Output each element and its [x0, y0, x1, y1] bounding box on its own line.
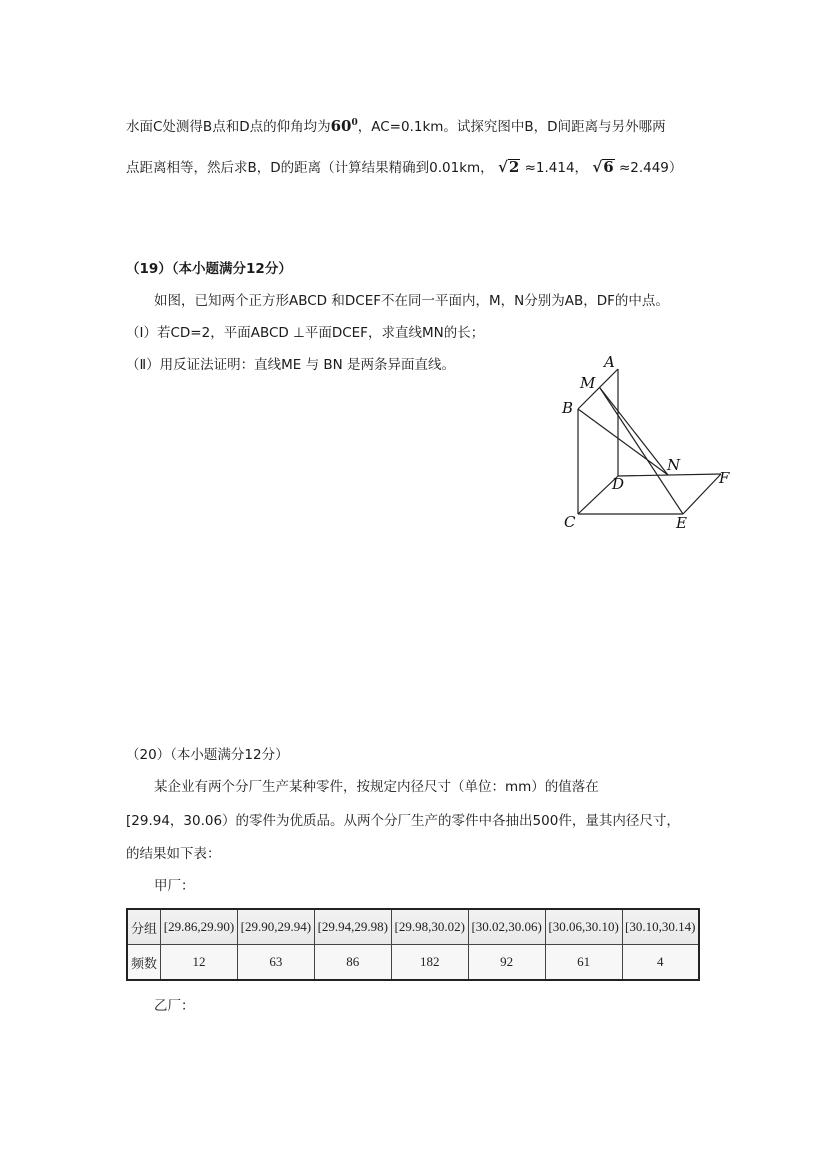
table-cell-freq: 4: [622, 945, 699, 981]
factory-b-label: 乙厂：: [154, 998, 195, 1014]
label-b: B: [562, 399, 574, 417]
label-c: C: [564, 513, 576, 531]
q18-text-b: ，AC=0.1km。试探究图中B，D间距离与另外哪两: [357, 119, 666, 135]
angle-value: $60^0$: [330, 117, 358, 135]
q20-heading: （20）（本小题满分12分）: [126, 747, 289, 763]
q18-line-1: [126, 114, 666, 136]
q19-part-2: （Ⅱ）用反证法证明：直线ME 与 BN 是两条异面直线。: [126, 357, 456, 373]
table-cell-group: [29.86,29.90): [161, 909, 238, 945]
table-cell-group: [30.06,30.10): [545, 909, 622, 945]
label-a: A: [604, 353, 615, 371]
label-e: E: [676, 514, 687, 532]
q18-text-a: 水面C处测得B点和D点的仰角均为: [126, 119, 331, 135]
table-cell-freq: 63: [237, 945, 314, 981]
approx-6: ≈2.449）: [618, 160, 683, 176]
q20-line-2: [29.94，30.06）的零件为优质品。从两个分厂生产的零件中各抽出500件，量其内径尺寸，: [126, 813, 680, 829]
label-d: D: [612, 475, 625, 493]
segment-bn: [578, 409, 668, 475]
table-cell-group: [29.94,29.98): [314, 909, 391, 945]
table-cell-group: [30.02,30.06): [468, 909, 545, 945]
geometry-figure: [556, 352, 746, 537]
table-header-freq: 频数: [127, 945, 161, 981]
table-cell-freq: 92: [468, 945, 545, 981]
q18-text-c: 点距离相等，然后求B，D的距离（计算结果精确到0.01km，: [126, 160, 494, 176]
segment-mn: [600, 388, 668, 475]
q18-line-2: [126, 158, 682, 177]
frequency-table: [126, 908, 700, 981]
table-header-group: 分组: [127, 909, 161, 945]
table-cell-freq: 12: [161, 945, 238, 981]
table-row-groups: [127, 909, 699, 945]
table-cell-freq: 182: [391, 945, 468, 981]
q19-intro: 如图，已知两个正方形ABCD 和DCEF不在同一平面内，M，N分别为AB，DF的中点。: [154, 293, 669, 309]
label-n: N: [667, 456, 681, 474]
label-m: M: [580, 374, 596, 392]
table-cell-freq: 61: [545, 945, 622, 981]
table-cell-group: [30.10,30.14): [622, 909, 699, 945]
table-row-freqs: [127, 945, 699, 981]
table-cell-freq: 86: [314, 945, 391, 981]
sqrt-6: √6: [592, 158, 614, 176]
q19-heading: （19）（本小题满分12分）: [126, 261, 292, 277]
q19-part-1: （Ⅰ）若CD=2，平面ABCD ⊥平面DCEF，求直线MN的长；: [126, 325, 485, 341]
sqrt-2: √2: [497, 158, 520, 176]
edge-df: [618, 474, 721, 476]
approx-2: ≈1.414，: [524, 160, 589, 176]
q20-line-3: 的结果如下表：: [126, 846, 221, 862]
factory-a-label: 甲厂：: [154, 878, 195, 894]
q20-line-1: 某企业有两个分厂生产某种零件，按规定内径尺寸（单位：mm）的值落在: [154, 779, 599, 795]
table-cell-group: [29.90,29.94): [237, 909, 314, 945]
table-cell-group: [29.98,30.02): [391, 909, 468, 945]
label-f: F: [719, 469, 730, 487]
segment-me: [600, 388, 683, 514]
edge-ef: [683, 474, 721, 514]
